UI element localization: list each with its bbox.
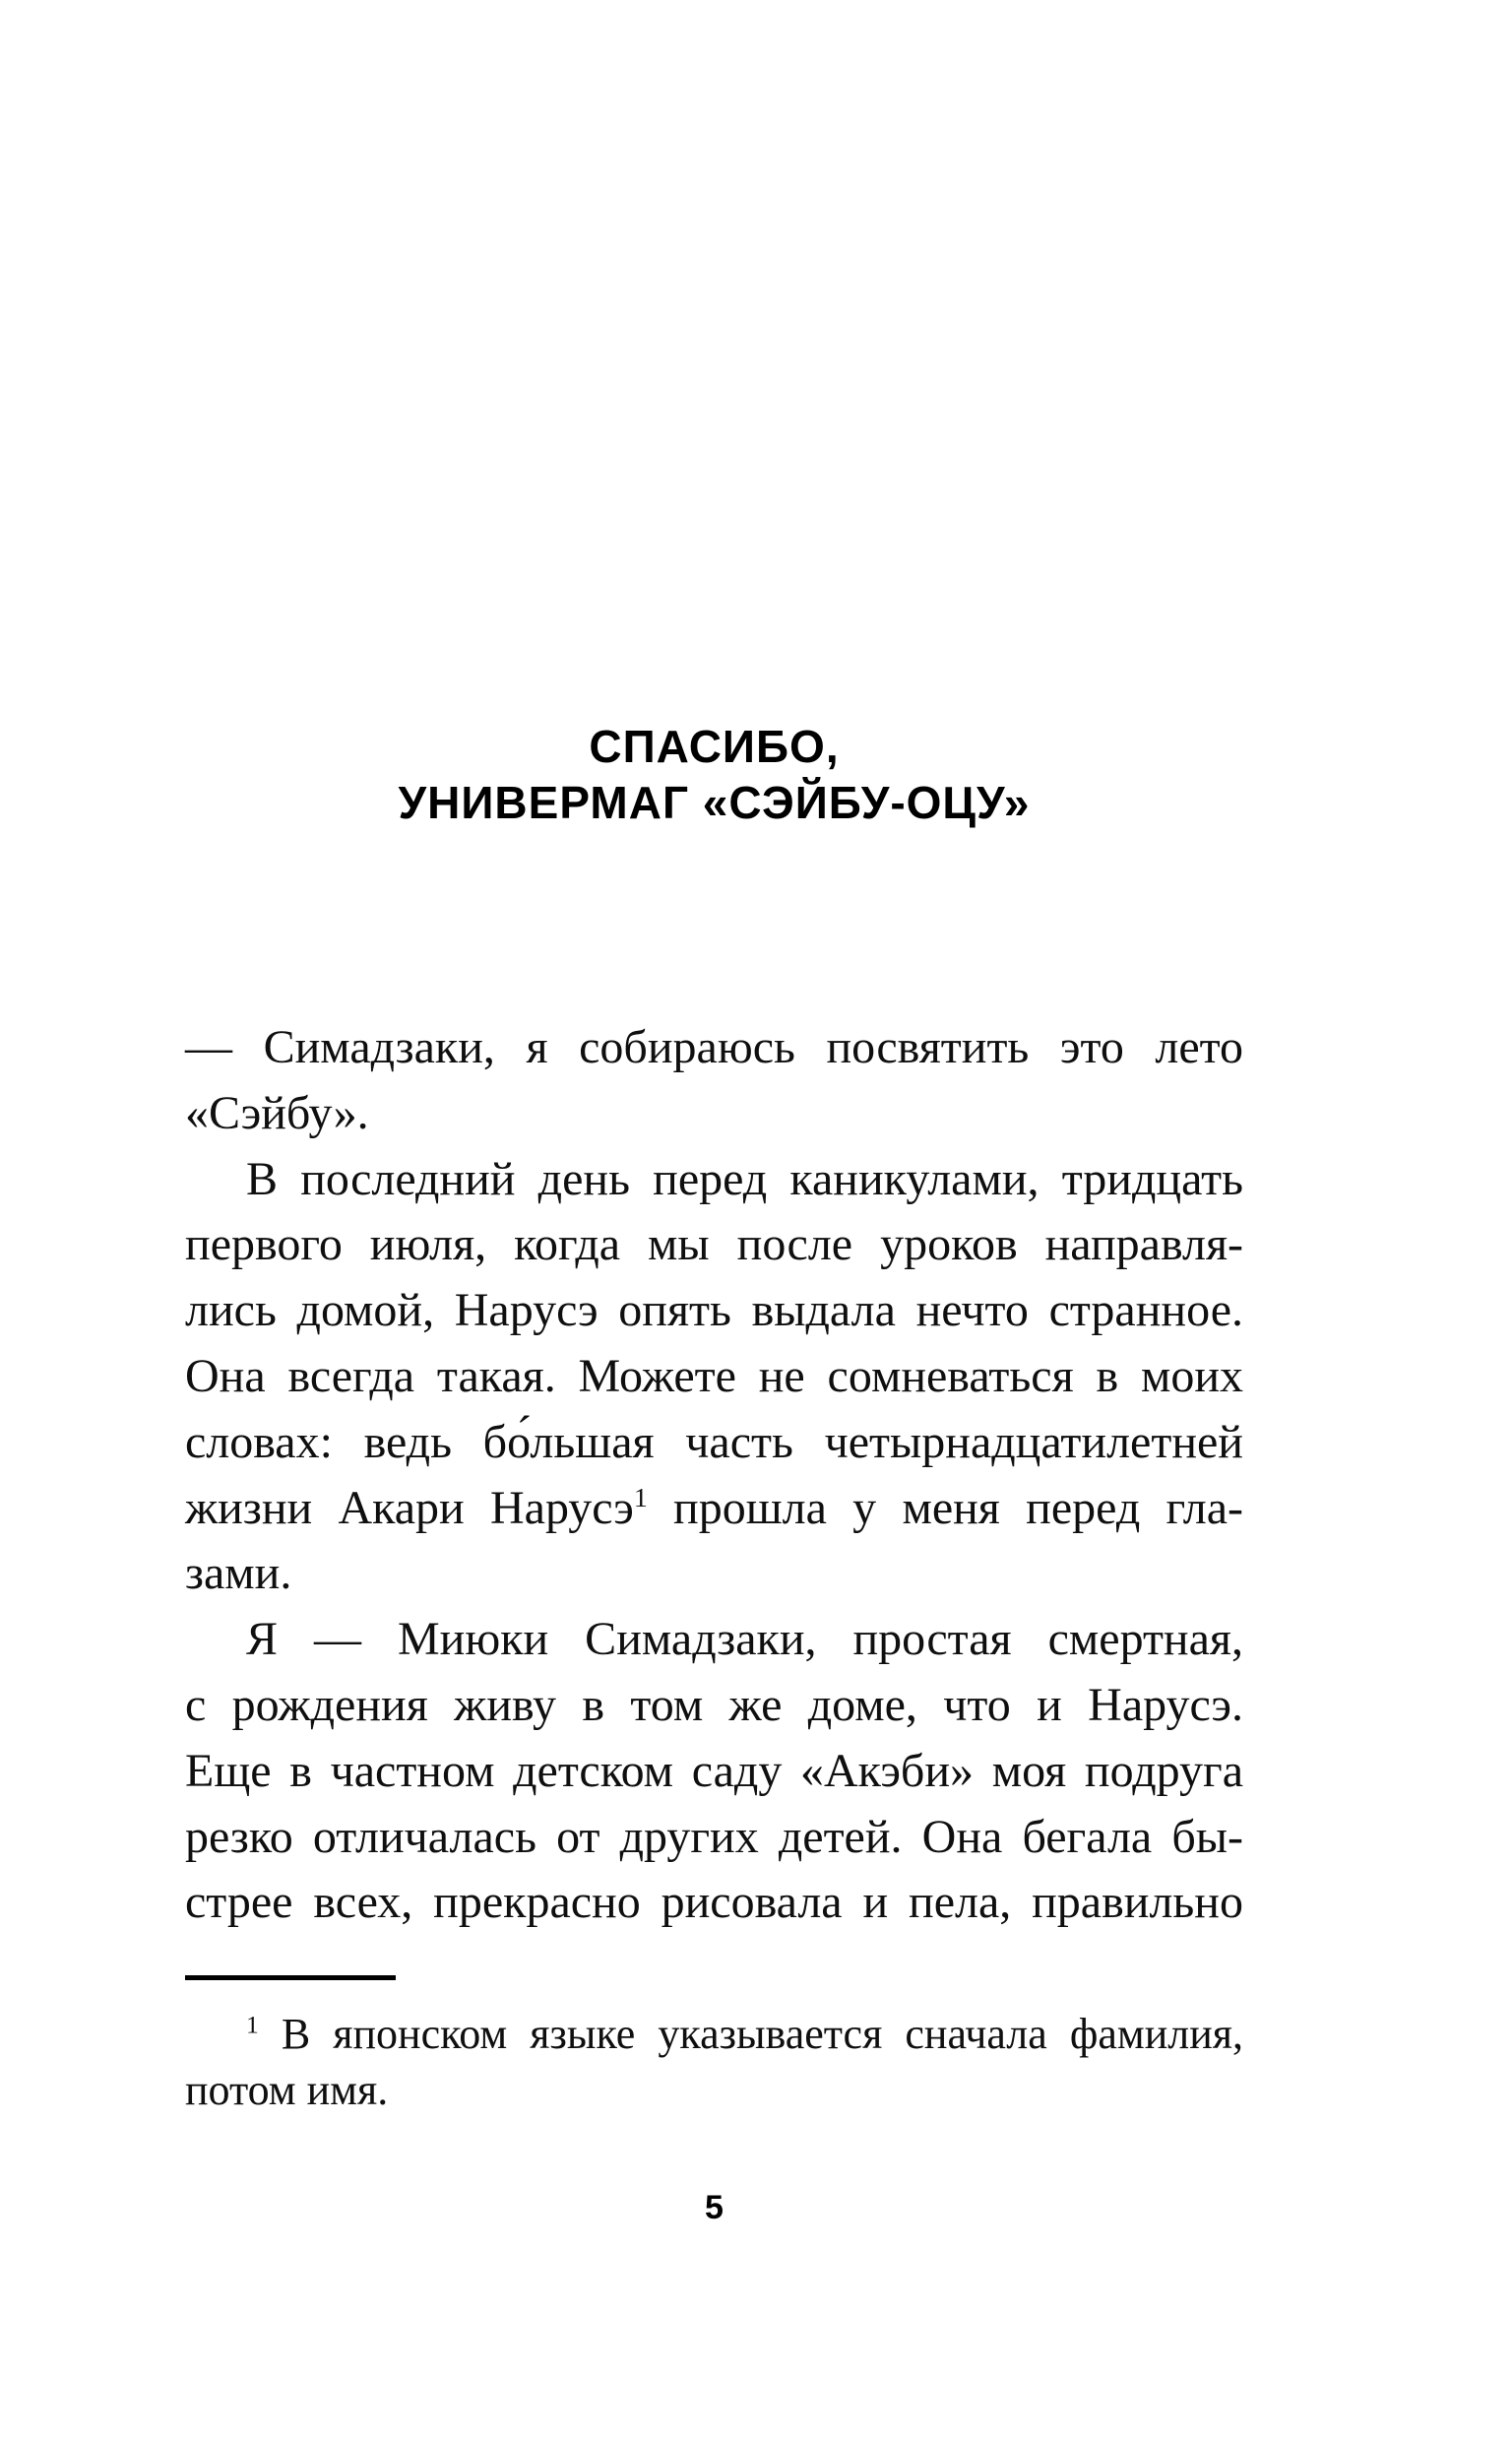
footnote-separator-rule bbox=[185, 1975, 396, 1980]
text-line: лись домой, Нарусэ опять выдала нечто странное. bbox=[185, 1284, 1243, 1337]
chapter-title-line-2: УНИВЕРМАГ «СЭЙБУ-ОЦУ» bbox=[398, 777, 1031, 828]
chapter-title bbox=[185, 719, 1243, 831]
text-line: Еще в частном детском саду «Акэби» моя подруга bbox=[185, 1744, 1243, 1797]
text-line: резко отличалась от других детей. Она бегала бы- bbox=[185, 1810, 1243, 1863]
page-number: 5 bbox=[705, 2189, 724, 2226]
footnote bbox=[185, 2006, 1243, 2118]
text-line: «Сэйбу». bbox=[185, 1086, 369, 1139]
text-line: с рождения живу в том же доме, что и Нарусэ. bbox=[185, 1678, 1243, 1731]
footnote-text: В японском языке указывается сначала фамилия, bbox=[281, 2010, 1243, 2058]
text-segment: прошла у меня перед гла- bbox=[647, 1481, 1244, 1534]
text-line: Я — Миюки Симадзаки, простая смертная, bbox=[246, 1613, 1243, 1666]
text-line: — Симадзаки, я собираюсь посвятить это лето bbox=[185, 1021, 1243, 1073]
text-line: стрее всех, прекрасно рисовала и пела, правильно bbox=[185, 1876, 1243, 1929]
footnote-marker: 1 bbox=[246, 2010, 259, 2039]
footnote-reference-mark: 1 bbox=[633, 1482, 648, 1513]
text-segment: жизни Акари Нарусэ bbox=[185, 1481, 634, 1534]
body-text bbox=[185, 1015, 1243, 1936]
footnote-line bbox=[185, 2006, 1243, 2062]
text-line: словах: ведь бо́льшая часть четырнадцатилетней bbox=[185, 1415, 1243, 1468]
chapter-title-line-1: СПАСИБО, bbox=[589, 721, 840, 772]
text-line: первого июля, когда мы после уроков направля- bbox=[185, 1218, 1243, 1271]
footnote-line: потом имя. bbox=[185, 2066, 389, 2114]
text-line-with-footnote-ref bbox=[185, 1476, 1243, 1542]
text-line: зами. bbox=[185, 1547, 292, 1600]
text-line: Она всегда такая. Можете не сомневаться в моих bbox=[185, 1349, 1243, 1402]
text-line: В последний день перед каникулами, тридцать bbox=[246, 1152, 1243, 1205]
